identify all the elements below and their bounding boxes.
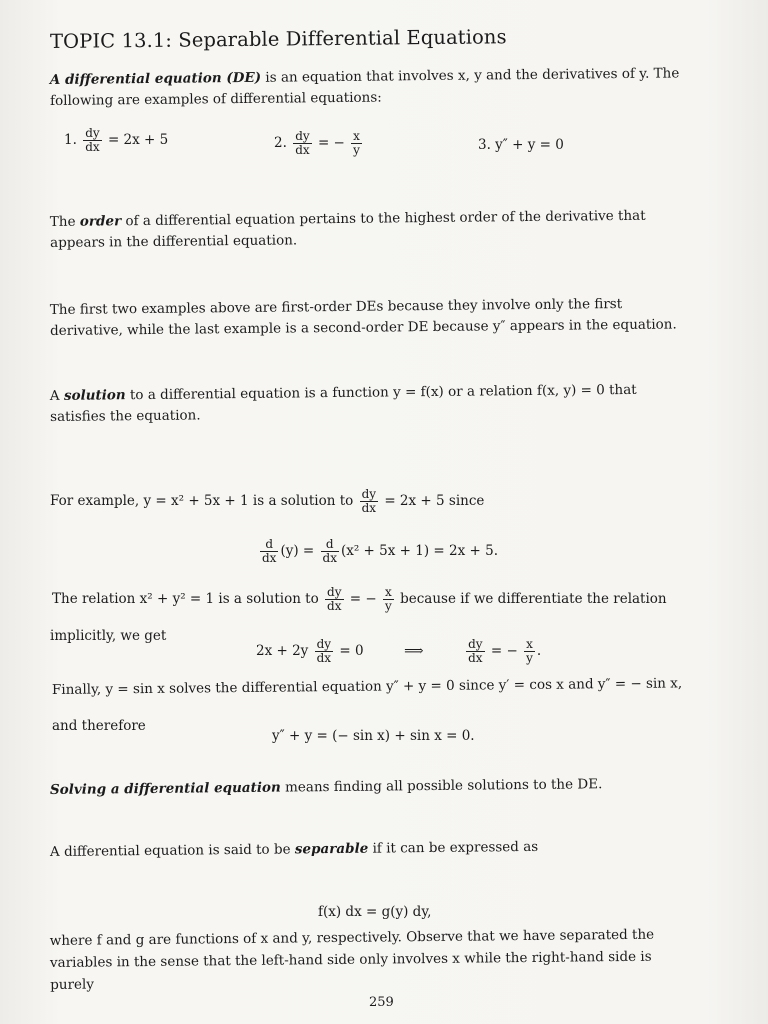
frac-num: dy — [295, 129, 310, 143]
example-2-fraction — [293, 130, 311, 157]
example-2 — [274, 130, 364, 157]
page-title — [50, 25, 507, 53]
frac-num: dy — [327, 585, 342, 599]
order-paragraph — [50, 205, 688, 254]
separable-explanation: where f and g are functions of x and y, respectively. Observe that we have separated the variables in the sense that the left-hand side only involves x while the right-hand side is purely — [49, 926, 655, 993]
example-1-rhs: = 2x + 5 — [107, 132, 169, 149]
relation-post: because if we differentiate the relation — [400, 591, 667, 608]
relation-line — [52, 586, 667, 613]
relation-text: The relation x² + y² = 1 is a solution to — [52, 591, 319, 608]
term-order: order — [79, 213, 122, 230]
example-text-post: = 2x + 5 since — [384, 493, 485, 510]
separable-equation: f(x) dx = g(y) dy, — [318, 904, 432, 920]
solution-pre: A — [49, 387, 60, 405]
dy-dx-fraction-imp2 — [466, 638, 484, 665]
intro-paragraph — [50, 63, 690, 112]
example-1-number: 1. — [64, 132, 77, 149]
example-text: For example, y = x² + 5x + 1 is a solution to — [50, 493, 354, 510]
frac-num: d — [260, 538, 278, 552]
frac-den: y — [526, 651, 533, 666]
term-de: A differential equation (DE) — [49, 69, 262, 89]
implies-arrow: ⟹ — [404, 643, 424, 660]
imp-c: = − — [490, 643, 518, 660]
frac-den: dx — [468, 651, 483, 666]
derivative-equation — [258, 538, 498, 565]
x-y-fraction — [383, 586, 394, 613]
dy-dx-fraction-rel — [325, 586, 343, 613]
d-dx-fraction-2 — [321, 538, 339, 565]
solving-rest: means finding all possible solutions to the DE. — [285, 776, 603, 796]
first-order-paragraph: The first two examples above are first-order DEs because they involve only the first derivative, while the last example is a second-order DE because y″ appears in the equation. — [49, 296, 677, 339]
finally-line: Finally, y = sin x solves the differential equation y″ + y = 0 since y′ = cos x and y″ = − sin x, — [51, 675, 683, 698]
frac-num: d — [321, 538, 339, 552]
frac-den: dx — [262, 551, 277, 566]
solving-paragraph — [50, 773, 700, 801]
example-line — [50, 488, 484, 515]
frac-den: dx — [361, 501, 377, 516]
solution-rest: to a differential equation is a function y = f(x) or a relation f(x, y) = 0 that satisfies the equation. — [50, 381, 637, 425]
example-2-eq: = − — [317, 135, 345, 152]
implicit-text: implicitly, we get — [50, 628, 167, 644]
dy-dx-fraction — [360, 488, 378, 515]
frac-den: dx — [295, 143, 310, 158]
example-1-fraction — [83, 127, 101, 154]
frac-den: y — [385, 599, 392, 614]
intro-rest: is an equation that involves x, y and the derivatives of y. The following are examples of differential equations: — [50, 65, 680, 109]
page-number: 259 — [369, 995, 394, 1010]
separable-paragraph — [50, 835, 700, 863]
dy-dx-fraction-imp — [315, 638, 333, 665]
frac-den: dx — [322, 551, 337, 566]
solution-paragraph — [50, 379, 690, 428]
example-3: 3. y″ + y = 0 — [478, 137, 564, 153]
topic-label: TOPIC 13.1: — [49, 28, 173, 53]
finally-equation: y″ + y = (− sin x) + sin x = 0. — [272, 728, 475, 744]
frac-den: dx — [327, 599, 342, 614]
example-1 — [64, 127, 168, 154]
imp-a: 2x + 2y — [256, 643, 309, 660]
eq-part-b: (x² + 5x + 1) = 2x + 5. — [340, 543, 498, 560]
implicit-equation — [256, 638, 541, 665]
order-pre: The — [49, 213, 76, 231]
term-solving: Solving a differential equation — [49, 779, 281, 798]
frac-den: y — [353, 143, 360, 158]
frac-num: dy — [468, 637, 483, 651]
separable-pre: A differential equation is said to be — [49, 841, 291, 860]
frac-den: dx — [316, 651, 332, 666]
relation-eq: = − — [349, 591, 377, 608]
imp-b: = 0 — [339, 643, 364, 660]
topic-name: Separable Differential Equations — [178, 25, 507, 52]
therefore-text: and therefore — [52, 718, 146, 734]
frac-num: x — [526, 637, 533, 651]
frac-num: x — [385, 585, 392, 599]
eq-part-a: (y) = — [280, 543, 315, 560]
frac-num: dy — [361, 487, 377, 501]
frac-num: dy — [85, 126, 100, 140]
imp-d: . — [536, 643, 542, 660]
term-solution: solution — [63, 387, 126, 404]
term-separable: separable — [294, 840, 369, 858]
d-dx-fraction — [260, 538, 278, 565]
frac-den: dx — [85, 140, 100, 155]
separable-post: if it can be expressed as — [372, 838, 539, 857]
x-y-fraction-imp — [524, 638, 535, 665]
example-2-number: 2. — [274, 135, 287, 152]
order-rest: of a differential equation pertains to the highest order of the derivative that appears in the differential equation. — [50, 207, 646, 251]
frac-num: dy — [316, 637, 332, 651]
example-2-rhs-fraction — [351, 130, 362, 157]
frac-num: x — [353, 129, 360, 143]
